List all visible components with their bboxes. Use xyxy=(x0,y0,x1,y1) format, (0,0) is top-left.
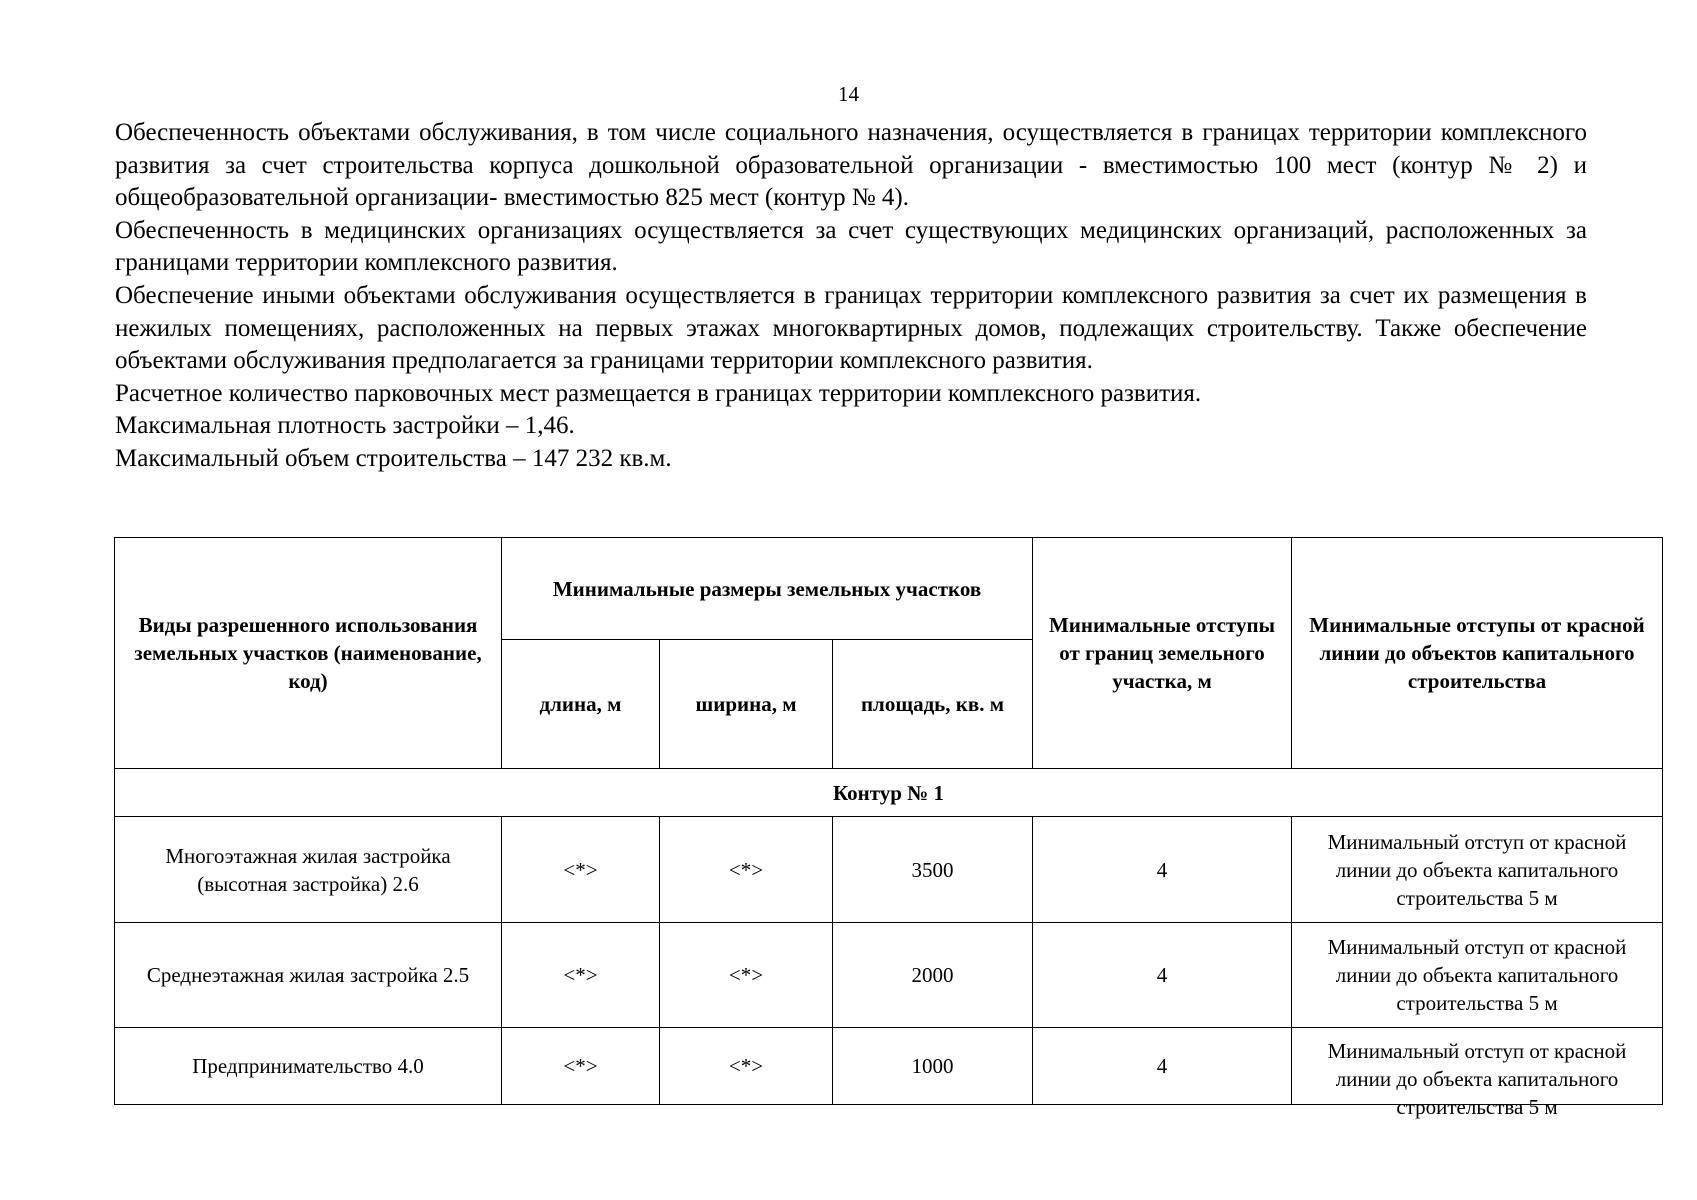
cell-length: <*> xyxy=(502,923,660,1028)
page-number: 14 xyxy=(838,82,859,106)
contour-row xyxy=(115,769,1663,817)
header-min-sizes: Минимальные размеры земельных участков xyxy=(502,538,1033,640)
cell-width: <*> xyxy=(660,1028,833,1105)
table-row xyxy=(115,923,1663,1028)
cell-setback: 4 xyxy=(1033,817,1292,923)
body-text xyxy=(115,117,1587,476)
table-row xyxy=(115,817,1663,923)
cell-length: <*> xyxy=(502,817,660,923)
cell-length: <*> xyxy=(502,1028,660,1105)
cell-setback: 4 xyxy=(1033,923,1292,1028)
paragraph-parking: Расчетное количество парковочных мест размещается в границах территории комплексного развития. xyxy=(115,379,1202,407)
table-row xyxy=(115,1028,1663,1105)
cell-area: 2000 xyxy=(833,923,1033,1028)
header-min-setback-boundary: Минимальные отступы от границ земельного участка, м xyxy=(1033,538,1292,769)
land-use-regulations-table xyxy=(114,537,1663,1119)
paragraph-max-volume: Максимальный объем строительства – 147 232 кв.м. xyxy=(115,444,672,472)
contour-label: Контур № 1 xyxy=(115,769,1663,817)
cell-use: Среднеэтажная жилая застройка 2.5 xyxy=(115,923,502,1028)
paragraph-service-facilities: Обеспеченность объектами обслуживания, в том числе социального назначения, осуществляется в границах территории комплексного развития за счет строительства корпуса дошкольной образовательной организации - вместимостью 100 мест (контур № 2) и общеобразовательной организации- вместимостью 825 мест (контур № 4). xyxy=(115,119,1587,212)
cell-red-line: Минимальный отступ от красной линии до объекта капитального строительства 5 м xyxy=(1292,817,1663,923)
header-min-setback-red-line: Минимальные отступы от красной линии до объектов капитального строительства xyxy=(1292,538,1663,769)
paragraph-medical: Обеспеченность в медицинских организациях осуществляется за счет существующих медицинских организаций, расположенных за границами территории комплексного развития. xyxy=(115,216,1587,277)
paragraph-max-density: Максимальная плотность застройки – 1,46. xyxy=(115,412,575,440)
cell-area: 3500 xyxy=(833,817,1033,923)
cell-use: Многоэтажная жилая застройка (высотная застройка) 2.6 xyxy=(115,817,502,923)
cell-use: Предпринимательство 4.0 xyxy=(115,1028,502,1105)
header-length: длина, м xyxy=(502,640,660,769)
cell-width: <*> xyxy=(660,923,833,1028)
paragraph-other-services: Обеспечение иными объектами обслуживания осуществляется в границах территории комплексного развития за счет их размещения в нежилых помещениях, расположенных на первых этажах многоквартирных домов, подлежащих строительству. Также обеспечение объектами обслуживания предполагается за границами территории комплексного развития. xyxy=(115,281,1587,375)
header-use-type: Виды разрешенного использования земельных участков (наименование, код) xyxy=(115,538,502,769)
cell-red-line xyxy=(1292,1028,1663,1119)
cell-red-line-text: Минимальный отступ от красной линии до объекта капитального строительства 5 м xyxy=(1327,1039,1627,1119)
table-header-row xyxy=(115,538,1663,640)
cell-red-line: Минимальный отступ от красной линии до объекта капитального строительства 5 м xyxy=(1292,923,1663,1028)
header-width: ширина, м xyxy=(660,640,833,769)
cell-area: 1000 xyxy=(833,1028,1033,1105)
cell-width: <*> xyxy=(660,817,833,923)
header-area: площадь, кв. м xyxy=(833,640,1033,769)
cell-setback: 4 xyxy=(1033,1028,1292,1105)
